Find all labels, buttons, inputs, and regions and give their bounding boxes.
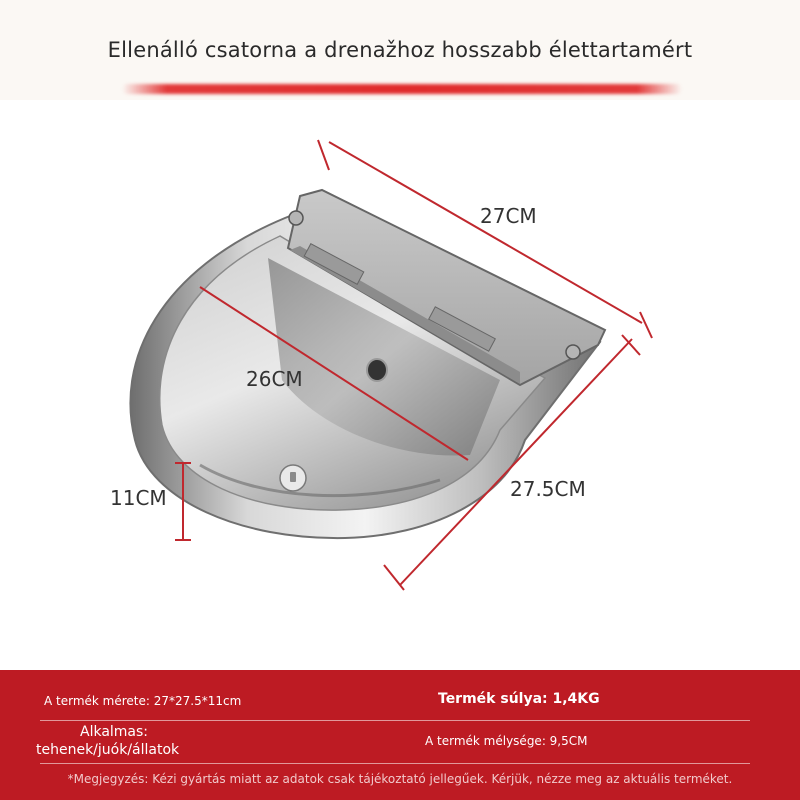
spec-divider	[40, 763, 750, 764]
disclaimer-note: *Megjegyzés: Kézi gyártás miatt az adatok csak tájékoztató jellegűek. Kérjük, nézze meg az aktuális terméket.	[67, 772, 733, 786]
spec-depth: A termék mélysége: 9,5CM	[425, 734, 588, 748]
spec-divider	[40, 720, 750, 721]
spec-suitable-title: Alkalmas:	[80, 724, 149, 740]
product-illustration	[0, 100, 800, 670]
page-title: Ellenálló csatorna a drenažhoz hosszabb élettartamért	[107, 38, 693, 62]
spec-panel	[0, 670, 800, 800]
width-dimension-label: 27CM	[480, 204, 537, 228]
header-accent-stripe	[122, 84, 682, 94]
spec-size: A termék mérete: 27*27.5*11cm	[44, 694, 242, 708]
spec-weight: Termék súlya: 1,4KG	[438, 691, 600, 707]
height-dimension-label: 11CM	[110, 486, 167, 510]
header	[0, 0, 800, 100]
spec-suitable-value: tehenek/juók/állatok	[36, 742, 180, 758]
inner-width-dimension-label: 26CM	[246, 367, 303, 391]
depth-dimension-label: 27.5CM	[510, 477, 586, 501]
